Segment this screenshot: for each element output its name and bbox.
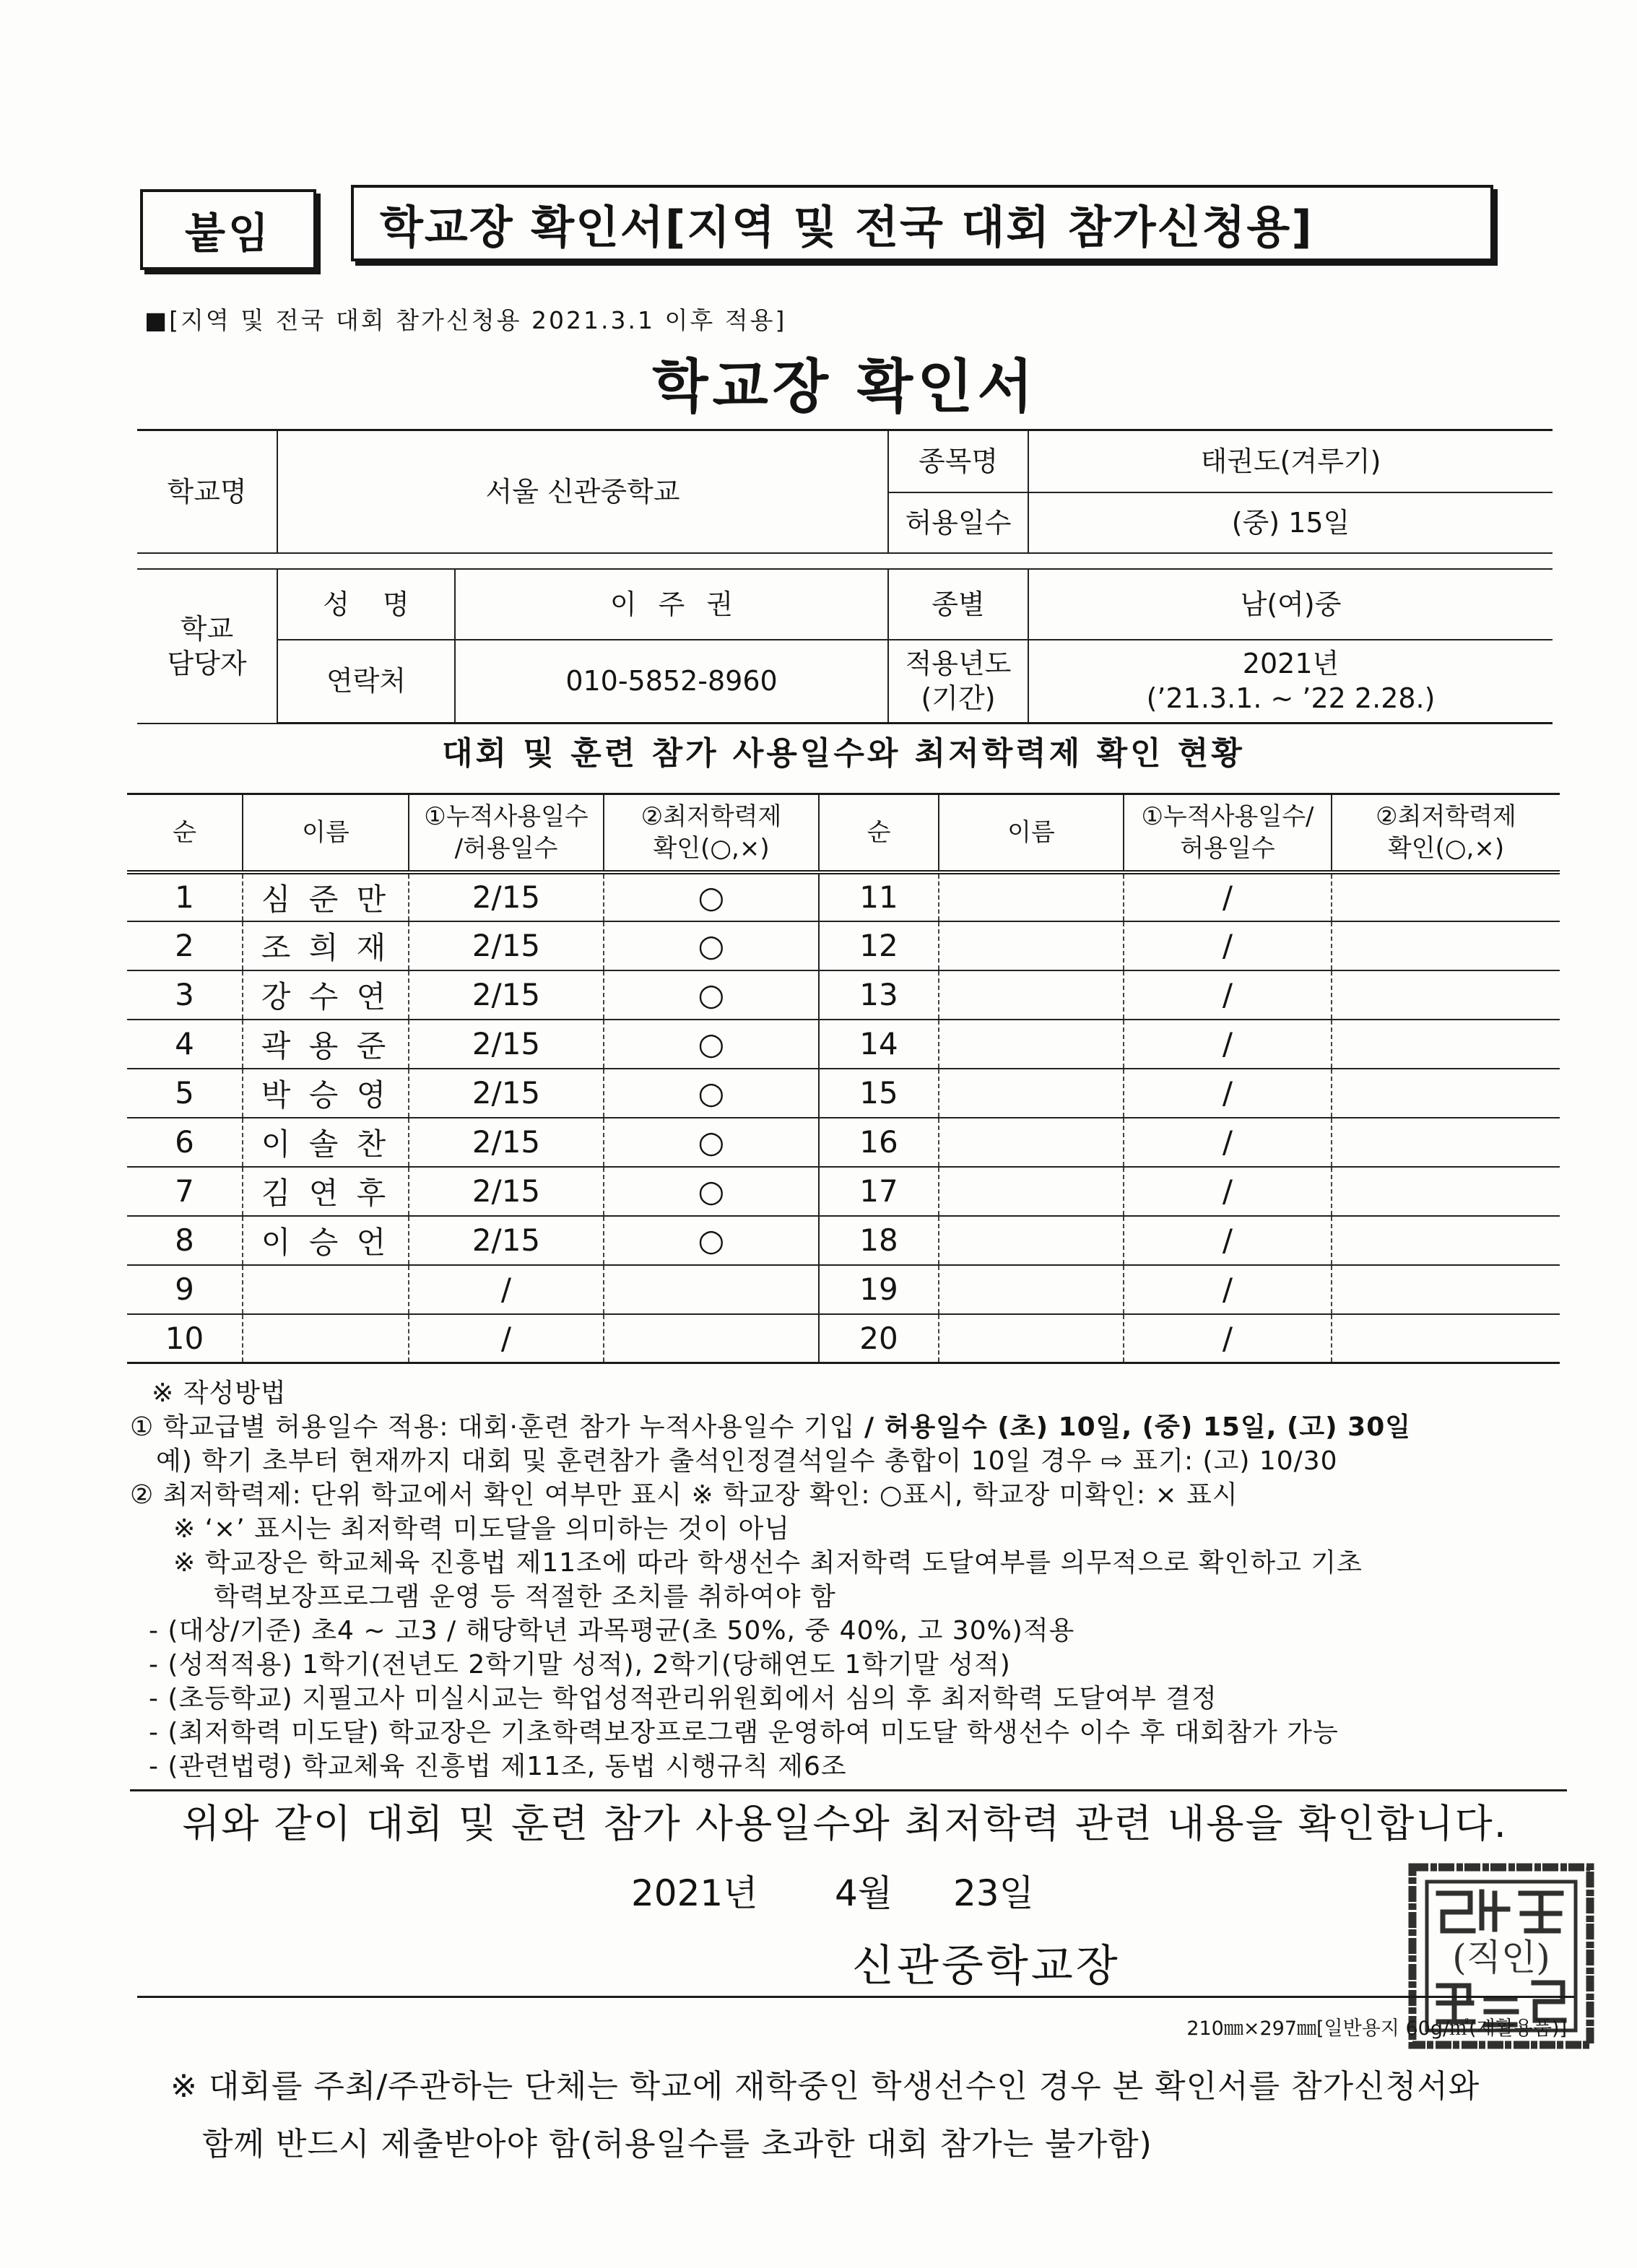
student-name-cell: 이 솔 찬: [243, 1118, 409, 1167]
student-name-cell: 심 준 만: [243, 872, 409, 921]
school-name-label: 학교명: [137, 430, 277, 553]
min-academic-check-cell: [1332, 1314, 1560, 1363]
min-academic-check-cell: [604, 1314, 819, 1363]
phone-value: 010-5852-8960: [455, 640, 888, 724]
student-name-cell: [939, 1118, 1124, 1167]
date-day: 23일: [953, 1872, 1034, 1914]
divider: [130, 1789, 1567, 1791]
instruction-detail: - (성적적용) 1학기(전년도 2학기말 성적), 2학기(당해연도 1학기말 성적): [149, 1650, 1011, 1680]
cumulative-days-cell: /: [1124, 1167, 1332, 1216]
cumulative-days-cell: 2/15: [409, 1167, 604, 1216]
allowed-days-value: (중) 15일: [1028, 492, 1553, 553]
table-row: [127, 1069, 1560, 1118]
allowed-days-label: 허용일수: [888, 492, 1028, 553]
cumulative-days-cell: /: [1124, 1314, 1332, 1363]
instruction-item-1: [0, 1410, 1637, 1444]
row-number-cell: 18: [819, 1216, 939, 1265]
instruction-detail: - (대상/기준) 초4 ~ 고3 / 해당학년 과목평균(초 50%, 중 40%, 고 30%)적용: [149, 1616, 1075, 1646]
table-row: [127, 970, 1560, 1020]
row-number-cell: 8: [127, 1216, 243, 1265]
student-name-cell: 박 승 영: [243, 1069, 409, 1118]
info-row-manager: [137, 569, 1553, 640]
manager-label-line1: 학교: [180, 612, 234, 645]
min-academic-check-cell: [1332, 1265, 1560, 1314]
status-table: [127, 793, 1560, 1364]
header-min-academic-line1: ②최저학력제: [641, 801, 782, 831]
form-title: 학교장 확인서[지역 및 전국 대회 참가신청용]: [351, 185, 1493, 261]
date-year: 2021년: [631, 1872, 758, 1914]
student-name-cell: [939, 1069, 1124, 1118]
info-divider: [137, 553, 1553, 569]
student-name-cell: 이 승 언: [243, 1216, 409, 1265]
row-number-cell: 17: [819, 1167, 939, 1216]
student-name-cell: [939, 921, 1124, 970]
instruction-detail: - (초등학교) 지필고사 미실시교는 학업성적관리위원회에서 심의 후 최저학력 도달여부 결정: [149, 1684, 1217, 1713]
cumulative-days-cell: /: [1124, 1069, 1332, 1118]
instructions-heading: ※ 작성방법: [152, 1378, 287, 1408]
cumulative-days-cell: /: [1124, 921, 1332, 970]
min-academic-check-cell: ○: [604, 872, 819, 921]
period-label-line2: (기간): [921, 682, 996, 715]
school-name-value: 서울 신관중학교: [277, 430, 888, 553]
period-value: [1028, 640, 1553, 724]
manager-label: [137, 569, 277, 724]
student-name-cell: [243, 1265, 409, 1314]
status-header-row: [127, 794, 1560, 872]
signer-title: 신관중학교장: [852, 1941, 1121, 1991]
instruction-item-1-example: 예) 학기 초부터 현재까지 대회 및 훈련참가 출석인정결석일수 총합이 10일 경우 ⇨ 표기: (고) 10/30: [156, 1446, 1338, 1476]
min-academic-check-cell: ○: [604, 970, 819, 1020]
row-number-cell: 4: [127, 1020, 243, 1069]
confirmation-statement: 위와 같이 대회 및 훈련 참가 사용일수와 최저학력 관련 내용을 확인합니다.: [182, 1801, 1508, 1846]
sport-label: 종목명: [888, 430, 1028, 492]
period-label-line1: 적용년도: [905, 648, 1012, 680]
instruction-item-1-text: ① 학교급별 허용일수 적용: 대회·훈련 참가 누적사용일수 기입: [130, 1412, 865, 1442]
row-number-cell: 12: [819, 921, 939, 970]
row-number-cell: 13: [819, 970, 939, 1020]
row-number-cell: 11: [819, 872, 939, 921]
name-label: 성 명: [277, 569, 455, 640]
student-name-cell: 김 연 후: [243, 1167, 409, 1216]
cumulative-days-cell: 2/15: [409, 872, 604, 921]
attachment-label: 붙임: [140, 189, 316, 270]
min-academic-check-cell: [1332, 1167, 1560, 1216]
date-month: 4월: [835, 1872, 893, 1914]
row-number-cell: 10: [127, 1314, 243, 1363]
row-number-cell: 1: [127, 872, 243, 921]
instructions: [0, 1376, 1637, 1783]
min-academic-check-cell: ○: [604, 1069, 819, 1118]
divider: [137, 1996, 1574, 1998]
header-min-academic-line2: 확인(○,×): [653, 833, 770, 863]
status-table-body: [127, 872, 1560, 1363]
row-number-cell: 20: [819, 1314, 939, 1363]
header-cumulative-days-line1: ①누적사용일수: [424, 801, 589, 831]
table-row: [127, 921, 1560, 970]
min-academic-check-cell: [1332, 921, 1560, 970]
status-table-title: 대회 및 훈련 참가 사용일수와 최저학력제 확인 현황: [442, 735, 1245, 772]
table-row: [127, 872, 1560, 921]
cumulative-days-cell: /: [1124, 1216, 1332, 1265]
student-name-cell: 조 희 재: [243, 921, 409, 970]
min-academic-check-cell: [1332, 1216, 1560, 1265]
header-cumulative-days-line1: ①누적사용일수/: [1141, 801, 1314, 831]
double-rule: [137, 553, 1553, 569]
category-label: 종별: [888, 569, 1028, 640]
row-number-cell: 16: [819, 1118, 939, 1167]
cumulative-days-cell: /: [1124, 970, 1332, 1020]
cumulative-days-cell: 2/15: [409, 1020, 604, 1069]
student-name-cell: [243, 1314, 409, 1363]
cumulative-days-cell: 2/15: [409, 1069, 604, 1118]
scope-note: ■[지역 및 전국 대회 참가신청용 2021.3.1 이후 적용]: [144, 306, 787, 334]
info-row-school: [137, 430, 1553, 492]
header-min-academic-line2: 확인(○,×): [1387, 833, 1505, 863]
cumulative-days-cell: 2/15: [409, 970, 604, 1020]
instruction-detail: - (최저학력 미도달) 학교장은 기초학력보장프로그램 운영하여 미도달 학생선수 이수 후 대회참가 가능: [149, 1718, 1339, 1747]
row-number-cell: 19: [819, 1265, 939, 1314]
info-row-contact: [137, 640, 1553, 724]
student-name-cell: [939, 1020, 1124, 1069]
name-value: 이 주 권: [455, 569, 888, 640]
cumulative-days-cell: /: [409, 1314, 604, 1363]
cumulative-days-cell: /: [1124, 1265, 1332, 1314]
table-row: [127, 1216, 1560, 1265]
cumulative-days-cell: /: [1124, 872, 1332, 921]
cumulative-days-cell: 2/15: [409, 921, 604, 970]
footer-note-line2: 함께 반드시 제출받아야 함(허용일수를 초과한 대회 참가는 불가함): [202, 2126, 1152, 2163]
header-number: 순: [819, 794, 939, 872]
row-number-cell: 2: [127, 921, 243, 970]
min-academic-check-cell: [604, 1265, 819, 1314]
instruction-item-1-bold: / 허용일수 (초) 10일, (중) 15일, (고) 30일: [864, 1412, 1412, 1442]
student-name-cell: [939, 1314, 1124, 1363]
instruction-note-1: ※ ‘×’ 표시는 최저학력 미도달을 의미하는 것이 아님: [173, 1514, 791, 1544]
student-name-cell: 곽 용 준: [243, 1020, 409, 1069]
cumulative-days-cell: /: [1124, 1020, 1332, 1069]
min-academic-check-cell: [1332, 970, 1560, 1020]
row-number-cell: 3: [127, 970, 243, 1020]
student-name-cell: [939, 1265, 1124, 1314]
category-value: 남(여)중: [1028, 569, 1553, 640]
header-name: 이름: [939, 794, 1124, 872]
instruction-note-2-cont: 학력보장프로그램 운영 등 적절한 조치를 취하여야 함: [214, 1582, 836, 1612]
student-name-cell: [939, 1167, 1124, 1216]
min-academic-check-cell: ○: [604, 1167, 819, 1216]
header-name: 이름: [243, 794, 409, 872]
row-number-cell: 6: [127, 1118, 243, 1167]
table-row: [127, 1020, 1560, 1069]
period-label: [888, 640, 1028, 724]
phone-label: 연락처: [277, 640, 455, 724]
footer-note-line1: ※ 대회를 주최/주관하는 단체는 학교에 재학중인 학생선수인 경우 본 확인서를 참가신청서와: [170, 2068, 1480, 2105]
row-number-cell: 5: [127, 1069, 243, 1118]
cumulative-days-cell: 2/15: [409, 1118, 604, 1167]
cumulative-days-cell: 2/15: [409, 1216, 604, 1265]
table-row: [127, 1167, 1560, 1216]
student-name-cell: [939, 872, 1124, 921]
manager-label-line2: 담당자: [167, 647, 247, 679]
header-min-academic: [604, 794, 819, 872]
row-number-cell: 7: [127, 1167, 243, 1216]
min-academic-check-cell: [1332, 1118, 1560, 1167]
min-academic-check-cell: [1332, 1020, 1560, 1069]
min-academic-check-cell: ○: [604, 1118, 819, 1167]
school-info-table: [137, 429, 1553, 724]
header-min-academic: [1332, 794, 1560, 872]
instruction-note-2: ※ 학교장은 학교체육 진흥법 제11조에 따라 학생선수 최저학력 도달여부를 의무적으로 확인하고 기초: [173, 1548, 1363, 1578]
header-cumulative-days-line2: /허용일수: [454, 833, 558, 863]
paper-spec: 210㎜×297㎜[일반용지 60g/㎡(재활용품)]: [1186, 2017, 1567, 2040]
period-year: 2021년: [1242, 648, 1339, 680]
min-academic-check-cell: [1332, 872, 1560, 921]
min-academic-check-cell: ○: [604, 1216, 819, 1265]
instruction-detail: - (관련법령) 학교체육 진흥법 제11조, 동법 시행규칙 제6조: [149, 1752, 847, 1781]
cumulative-days-cell: /: [409, 1265, 604, 1314]
student-name-cell: [939, 970, 1124, 1020]
header-number: 순: [127, 794, 243, 872]
header-min-academic-line1: ②최저학력제: [1376, 801, 1516, 831]
header-cumulative-days: [409, 794, 604, 872]
student-name-cell: [939, 1216, 1124, 1265]
table-row: [127, 1314, 1560, 1363]
table-row: [127, 1265, 1560, 1314]
table-row: [127, 1118, 1560, 1167]
cumulative-days-cell: /: [1124, 1118, 1332, 1167]
min-academic-check-cell: ○: [604, 1020, 819, 1069]
period-range: (’21.3.1. ~ ’22 2.28.): [1146, 682, 1436, 715]
row-number-cell: 9: [127, 1265, 243, 1314]
min-academic-check-cell: [1332, 1069, 1560, 1118]
document-title: 학교장 확인서: [652, 353, 1038, 420]
header-cumulative-days: [1124, 794, 1332, 872]
sport-value: 태권도(겨루기): [1028, 430, 1553, 492]
seal-lettering: (직인): [1452, 1937, 1550, 1978]
instruction-item-2: ② 최저학력제: 단위 학교에서 확인 여부만 표시 ※ 학교장 확인: ○표시, 학교장 미확인: × 표시: [130, 1480, 1238, 1510]
student-name-cell: 강 수 연: [243, 970, 409, 1020]
row-number-cell: 14: [819, 1020, 939, 1069]
min-academic-check-cell: ○: [604, 921, 819, 970]
row-number-cell: 15: [819, 1069, 939, 1118]
official-seal-icon: [1407, 1861, 1596, 2051]
header-cumulative-days-line2: 허용일수: [1180, 833, 1275, 863]
